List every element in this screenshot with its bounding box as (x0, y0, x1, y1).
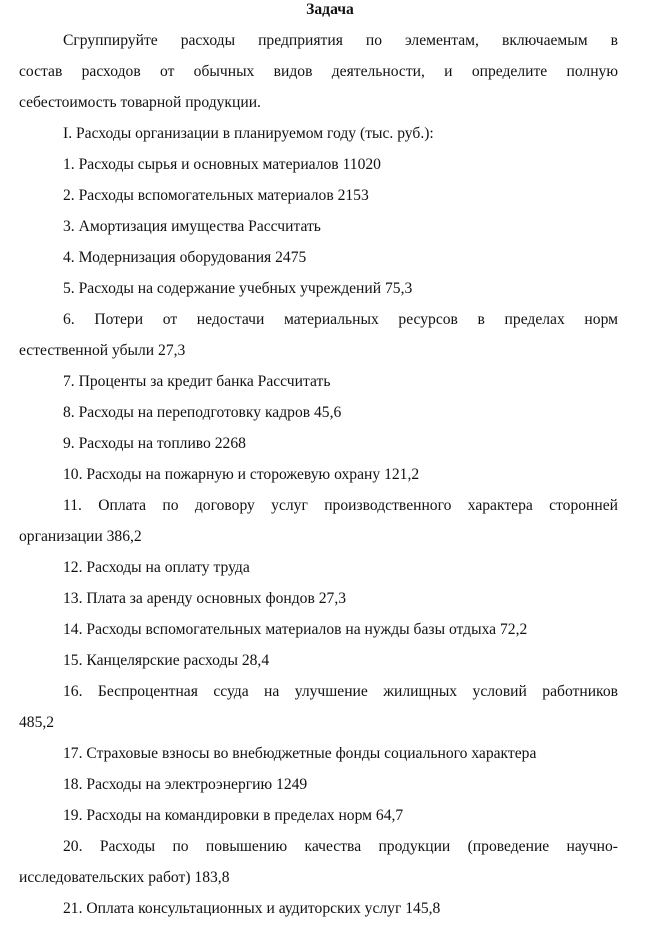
list-item-13: 13. Плата за аренду основных фондов 27,3 (63, 590, 347, 607)
list-item-5: 5. Расходы на содержание учебных учреждений 75,3 (63, 280, 413, 297)
list-item-4: 4. Модернизация оборудования 2475 (63, 249, 307, 266)
list-item-11-line-1: 11. Оплата по договору услуг производственного характера сторонней (63, 497, 618, 514)
document-title: Задача (306, 1, 354, 18)
section-heading: I. Расходы организации в планируемом году (тыс. руб.): (63, 125, 434, 142)
list-item-20-line-2: исследовательских работ) 183,8 (19, 869, 230, 886)
list-item-8: 8. Расходы на переподготовку кадров 45,6 (63, 404, 342, 421)
list-item-1: 1. Расходы сырья и основных материалов 11020 (63, 156, 381, 173)
list-item-2: 2. Расходы вспомогательных материалов 2153 (63, 187, 369, 204)
list-item-10: 10. Расходы на пожарную и сторожевую охрану 121,2 (63, 466, 420, 483)
list-item-12: 12. Расходы на оплату труда (63, 559, 250, 576)
intro-line-3: себестоимость товарной продукции. (19, 94, 261, 111)
list-item-21: 21. Оплата консультационных и аудиторских услуг 145,8 (63, 900, 441, 917)
list-item-6-line-1: 6. Потери от недостачи материальных ресурсов в пределах норм (63, 311, 618, 328)
intro-line-1: Сгруппируйте расходы предприятия по элементам, включаемым в (63, 32, 618, 49)
list-item-3: 3. Амортизация имущества Рассчитать (63, 218, 321, 235)
list-item-16-line-1: 16. Беспроцентная ссуда на улучшение жилищных условий работников (63, 683, 618, 700)
list-item-20-line-1: 20. Расходы по повышению качества продукции (проведение научно- (63, 838, 618, 855)
list-item-19: 19. Расходы на командировки в пределах норм 64,7 (63, 807, 404, 824)
list-item-16-line-2: 485,2 (19, 714, 55, 731)
list-item-7: 7. Проценты за кредит банка Рассчитать (63, 373, 331, 390)
list-item-17: 17. Страховые взносы во внебюджетные фонды социального характера (63, 745, 537, 762)
list-item-6-line-2: естественной убыли 27,3 (19, 342, 186, 359)
list-item-11-line-2: организации 386,2 (19, 528, 142, 545)
list-item-14: 14. Расходы вспомогательных материалов на нужды базы отдыха 72,2 (63, 621, 528, 638)
list-item-15: 15. Канцелярские расходы 28,4 (63, 652, 270, 669)
list-item-9: 9. Расходы на топливо 2268 (63, 435, 246, 452)
intro-line-2: состав расходов от обычных видов деятельности, и определите полную (19, 63, 618, 80)
list-item-18: 18. Расходы на электроэнергию 1249 (63, 776, 308, 793)
